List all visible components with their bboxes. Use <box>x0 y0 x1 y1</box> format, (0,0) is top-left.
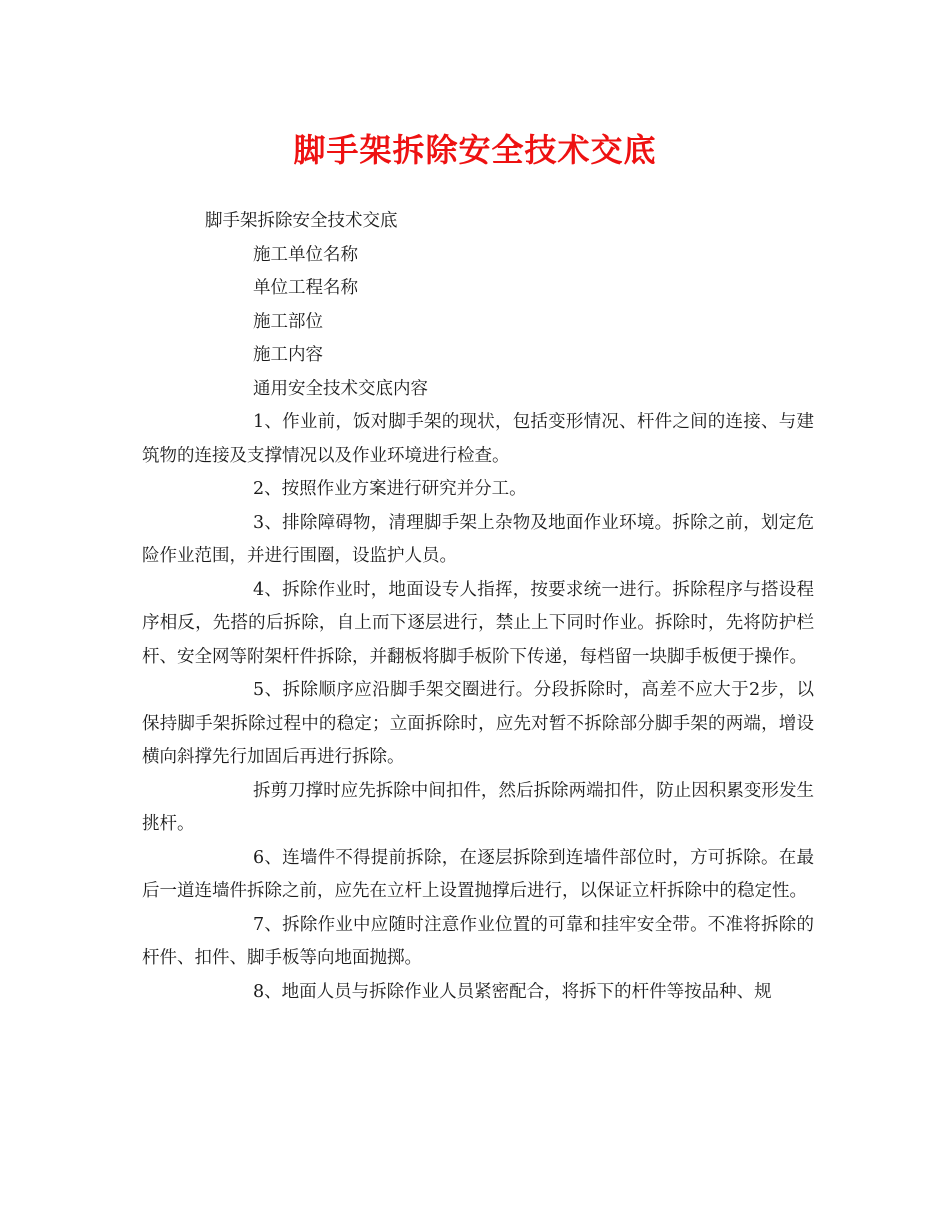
document-subtitle: 脚手架拆除安全技术交底 <box>205 211 398 231</box>
paragraph-7: 7、拆除作业中应随时注意作业位置的可靠和挂牢安全带。不准将拆除的杆件、扣件、脚手板等向地面抛掷。 <box>142 914 814 968</box>
field-construction-content: 施工内容 <box>253 345 323 365</box>
field-general-safety-content: 通用安全技术交底内容 <box>253 378 428 399</box>
field-project-name: 单位工程名称 <box>253 278 358 298</box>
paragraph-5-note: 拆剪刀撑时应先拆除中间扣件，然后拆除两端扣件，防止因积累变形发生挑杆。 <box>142 780 814 834</box>
paragraph-3: 3、排除障碍物，清理脚手架上杂物及地面作业环境。拆除之前，划定危险作业范围，并进行围圈，设监护人员。 <box>142 512 814 566</box>
paragraph-4: 4、拆除作业时，地面设专人指挥，按要求统一进行。拆除程序与搭设程序相反，先搭的后拆除，自上而下逐层进行，禁止上下同时作业。拆除时，先将防护栏杆、安全网等附架杆件拆除，并翻板将脚手板阶下传递，每档留一块脚手板便于操作。 <box>142 579 814 667</box>
paragraph-5: 5、拆除顺序应沿脚手架交圈进行。分段拆除时，高差不应大于2步，以保持脚手架拆除过程中的稳定；立面拆除时，应先对暂不拆除部分脚手架的两端，增设横向斜撑先行加固后再进行拆除。 <box>142 680 814 767</box>
paragraph-2: 2、按照作业方案进行研究并分工。 <box>253 479 527 499</box>
paragraph-8: 8、地面人员与拆除作业人员紧密配合，将拆下的杆件等按品种、规 <box>253 981 772 1002</box>
document-body <box>142 205 814 1009</box>
paragraph-1: 1、作业前，饭对脚手架的现状，包括变形情况、杆件之间的连接、与建筑物的连接及支撑情况以及作业环境进行检查。 <box>142 412 814 466</box>
field-construction-unit: 施工单位名称 <box>253 244 358 265</box>
paragraph-6: 6、连墙件不得提前拆除，在逐层拆除到连墙件部位时，方可拆除。在最后一道连墙件拆除之前，应先在立杆上设置抛撑后进行，以保证立杆拆除中的稳定性。 <box>142 847 814 901</box>
field-construction-location: 施工部位 <box>253 311 323 332</box>
document-title: 脚手架拆除安全技术交底 <box>293 131 657 169</box>
